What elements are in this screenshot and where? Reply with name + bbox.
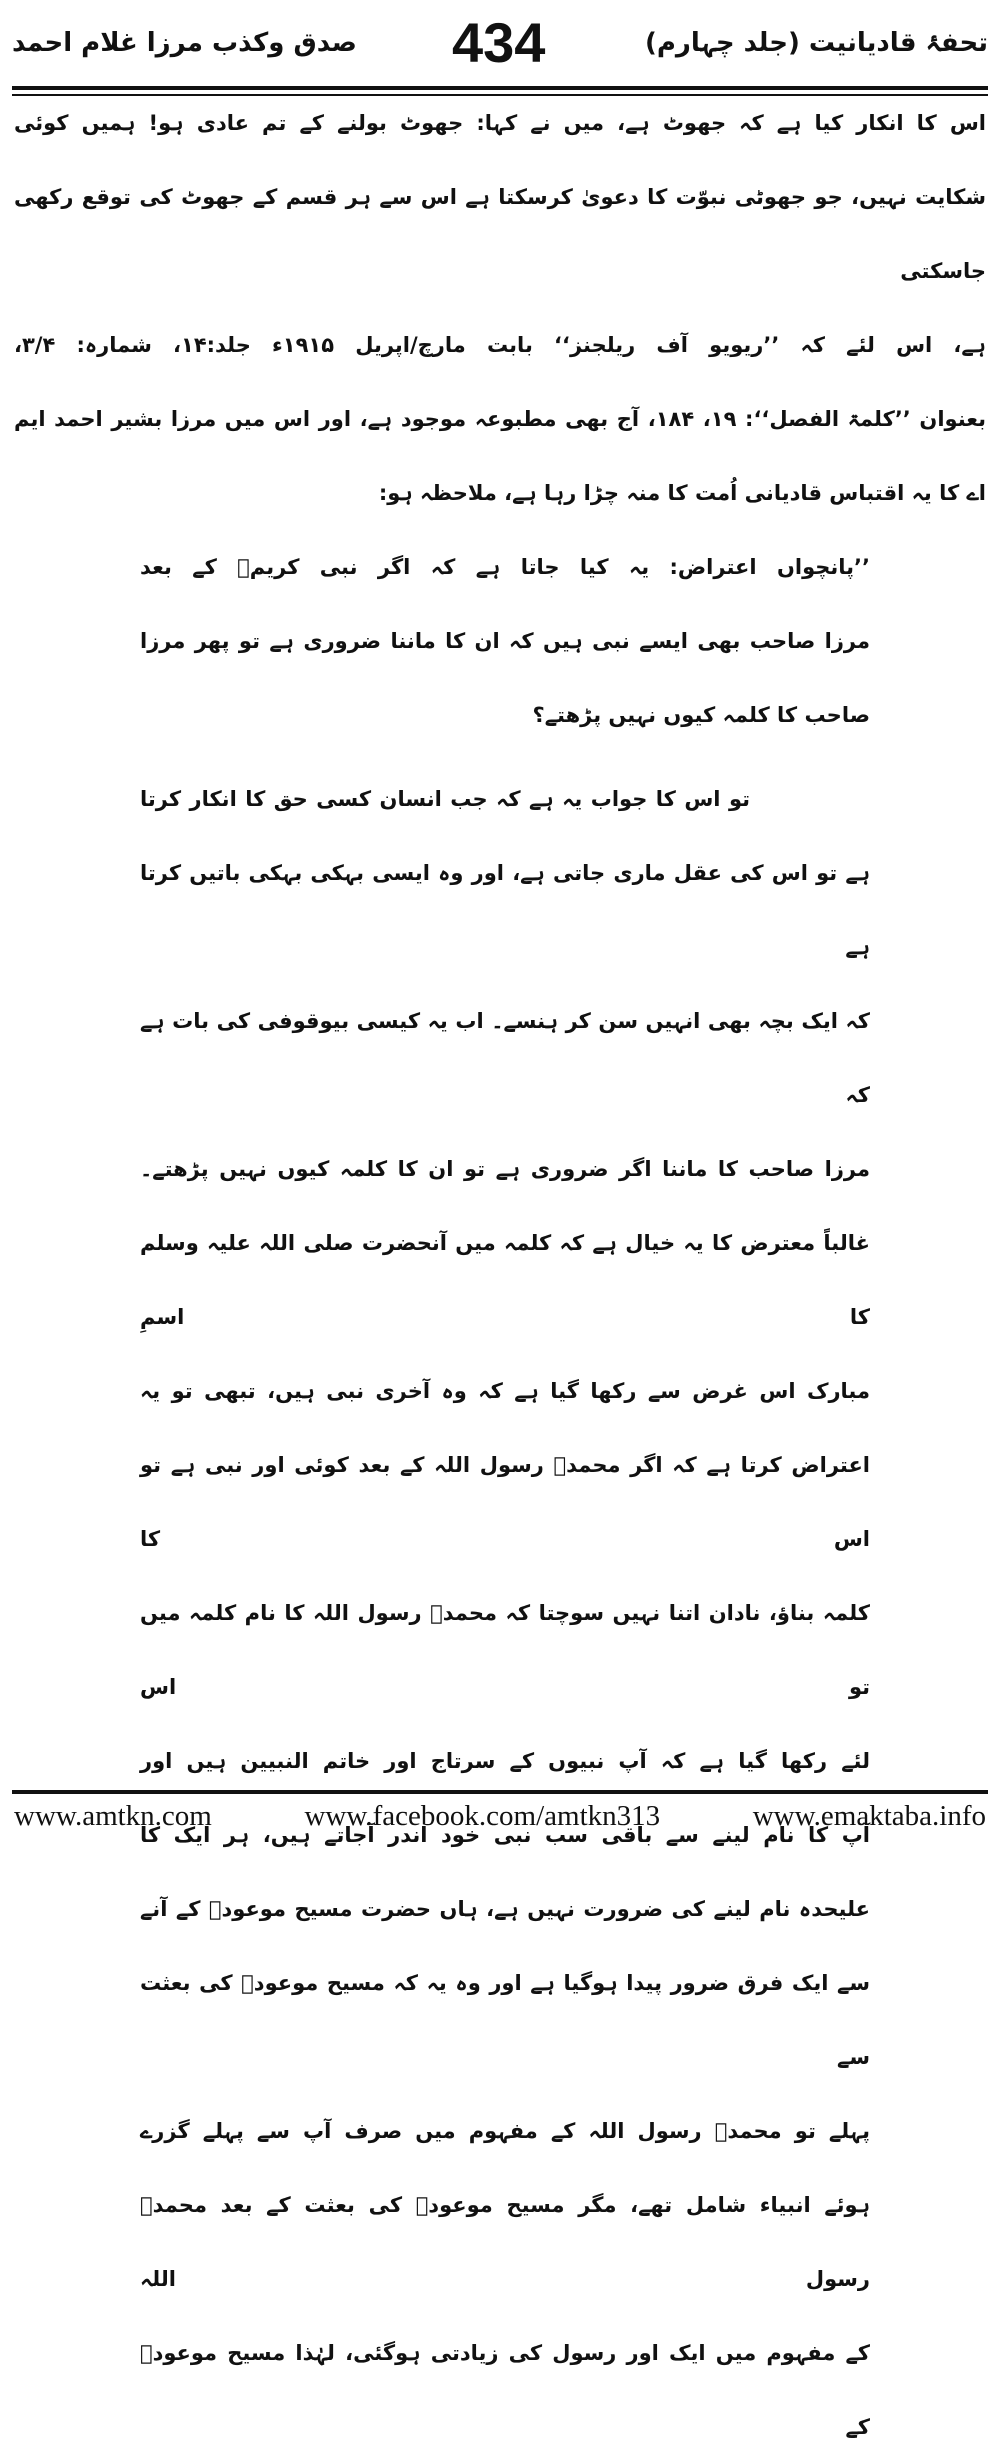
quote-line: تو اس کا جواب یہ ہے کہ جب انسان کسی حق کا انکار کرتا [140,787,750,811]
page-body [14,86,986,2464]
quote-line: صاحب کا کلمہ کیوں نہیں پڑھتے؟ [532,703,870,727]
quote-line: سے ایک فرق ضرور پیدا ہوگیا ہے اور وہ یہ کہ مسیح موعودؑ کی بعثت سے [140,1971,870,2069]
quote-line: علیحدہ نام لینے کی ضرورت نہیں ہے، ہاں حضرت مسیح موعودؑ کے آنے [140,1897,870,1921]
text-line: اس کا انکار کیا ہے کہ جھوٹ ہے، میں نے کہا: جھوٹ بولنے کے تم عادی ہو! ہمیں کوئی [14,111,986,135]
footer-divider [12,1790,988,1794]
quote-line: مرزا صاحب کا ماننا اگر ضروری ہے تو ان کا کلمہ کیوں نہیں پڑھتے۔ [140,1157,870,1181]
footer-link-facebook[interactable]: www.facebook.com/amtkn313 [304,1800,661,1832]
quote-line: کے مفہوم میں ایک اور رسول کی زیادتی ہوگئی، لہٰذا مسیح موعودؑ کے [140,2341,870,2439]
quote-line: لئے رکھا گیا ہے کہ آپ نبیوں کے سرتاج اور خاتم النبیین ہیں اور [140,1749,870,1773]
quote-line: اعتراض کرتا ہے کہ اگر محمدؐ رسول اللہ کے بعد کوئی اور نبی ہے تو اس کا [140,1453,870,1551]
quote-line: مبارک اس غرض سے رکھا گیا ہے کہ وہ آخری نبی ہیں، تبھی تو یہ [140,1379,870,1403]
page-header [12,10,988,80]
quote-line: ہے تو اس کی عقل ماری جاتی ہے، اور وہ ایسی بہکی بہکی باتیں کرتا ہے [140,861,870,959]
quote-line: پہلے تو محمدؐ رسول اللہ کے مفہوم میں صرف آپ سے پہلے گزرے [140,2119,870,2143]
quote-line: غالباً معترض کا یہ خیال ہے کہ کلمہ میں آنحضرت صلی اللہ علیہ وسلم کا اسمِ [140,1231,870,1329]
text-line: اے کا یہ اقتباس قادیانی اُمت کا منہ چڑا رہا ہے، ملاحظہ ہو: [378,481,986,505]
page-footer [14,1800,986,1833]
paragraph-gap [14,752,986,762]
text-line: شکایت نہیں، جو جھوٹی نبوّت کا دعویٰ کرسکتا ہے اس سے ہر قسم کے جھوٹ کی توقع رکھی جاسکتی [14,185,986,283]
footer-link-amtkn[interactable]: www.amtkn.com [14,1800,212,1832]
page-number: 434 [452,11,546,74]
book-title: تحفۂ قادیانیت (جلد چہارم) [644,28,988,58]
quote-line: ہوئے انبیاء شامل تھے، مگر مسیح موعودؑ کی بعثت کے بعد محمدؐ رسول اللہ [140,2193,870,2291]
quote-line: مرزا صاحب بھی ایسے نبی ہیں کہ ان کا ماننا ضروری ہے تو پھر مرزا [140,629,870,653]
text-line: بعنوان ’’کلمۃ الفصل‘‘: ۱۹، ۱۸۴، آج بھی مطبوعہ موجود ہے، اور اس میں مرزا بشیر احمد ایم [14,407,986,431]
quote-line: ’’پانچواں اعتراض: یہ کیا جاتا ہے کہ اگر نبی کریمؐ کے بعد [140,555,870,579]
quote-line: کہ ایک بچہ بھی انہیں سن کر ہنسے۔ اب یہ کیسی بیوقوفی کی بات ہے کہ [140,1009,870,1107]
footer-link-emaktaba[interactable]: www.emaktaba.info [752,1800,986,1832]
chapter-title: صدق وکذب مرزا غلام احمد [12,28,357,58]
text-line: ہے، اس لئے کہ ’’ریویو آف ریلجنز‘‘ بابت مارچ/اپریل ۱۹۱۵ء جلد:۱۴، شمارہ: ۳/۴، [14,333,986,357]
quote-line: کلمہ بناؤ، نادان اتنا نہیں سوچتا کہ محمدؐ رسول اللہ کا نام کلمہ میں تو اس [140,1601,870,1699]
quote-line: آپ کا نام لینے سے باقی سب نبی خود اندر آجاتے ہیں، ہر ایک کا [140,1823,870,1847]
